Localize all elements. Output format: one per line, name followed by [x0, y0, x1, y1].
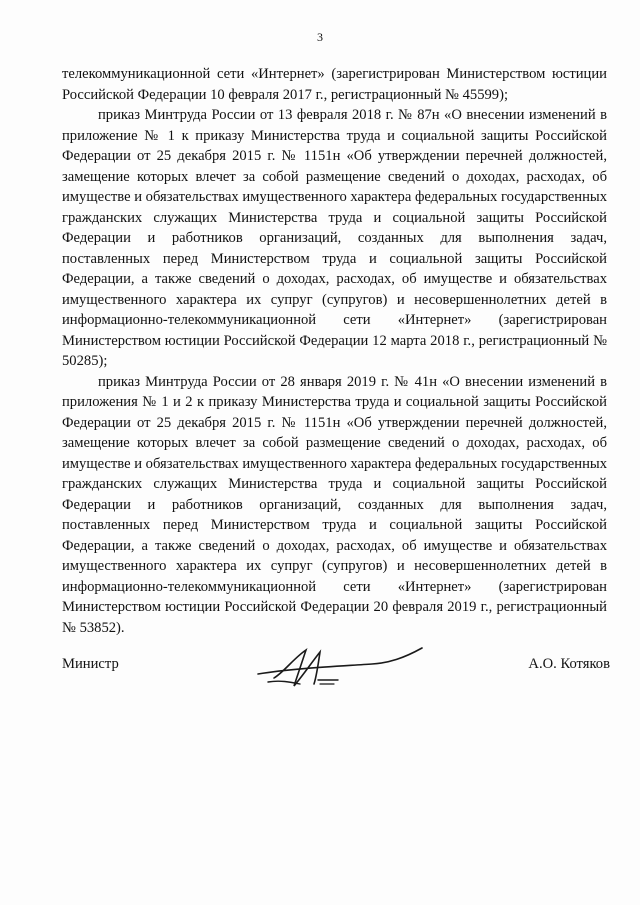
paragraph-order-41n: приказ Минтруда России от 28 января 2019 г. № 41н «О внесении изменений в приложения № 1 и 2 к приказу Министерства труда и социальной защиты Российской Федерации от 25 декабря 2015 г. № 1151н «Об утверждении перечней должностей, замещение которых влечет за собой размещение сведений о доходах, расходах, об имуществе и обязательствах имущественного характера федеральных государственных гражданских служащих Министерства труда и социальной защиты Российской Федерации и работников организаций, созданных для выполнения задач, поставленных перед Министерством труда и социальной защиты Российской Федерации, а также сведений о доходах, расходах, об имуществе и обязательствах имущественного характера их супруг (супругов) и несовершеннолетних детей в информационно-телекоммуникационной сети «Интернет» (зарегистрирован Министерством юстиции Российской Федерации 20 февраля 2019 г., регистрационный № 53852). — [62, 373, 607, 636]
signature-block — [62, 650, 610, 700]
document-body — [62, 64, 607, 638]
signatory-name: А.О. Котяков — [528, 656, 610, 672]
page-number: 3 — [317, 30, 323, 44]
handwritten-signature — [254, 644, 434, 692]
signatory-title: Министр — [62, 656, 119, 672]
paragraph-continuation: телекоммуникационной сети «Интернет» (зарегистрирован Министерством юстиции Российской Федерации 10 февраля 2017 г., регистрационный № 45599); — [62, 66, 607, 103]
paragraph-order-87n: приказ Минтруда России от 13 февраля 2018 г. № 87н «О внесении изменений в приложение № 1 к приказу Министерства труда и социальной защиты Российской Федерации от 25 декабря 2015 г. № 1151н «Об утверждении перечней должностей, замещение которых влечет за собой размещение сведений о доходах, расходах, об имуществе и обязательствах имущественного характера федеральных государственных гражданских служащих Министерства труда и социальной защиты Российской Федерации и работников организаций, созданных для выполнения задач, поставленных перед Министерством труда и социальной защиты Российской Федерации, а также сведений о доходах, расходах, об имуществе и обязательствах имущественного характера их супруг (супругов) и несовершеннолетних детей в информационно-телекоммуникационной сети «Интернет» (зарегистрирован Министерством юстиции Российской Федерации 12 марта 2018 г., регистрационный № 50285); — [62, 107, 607, 369]
